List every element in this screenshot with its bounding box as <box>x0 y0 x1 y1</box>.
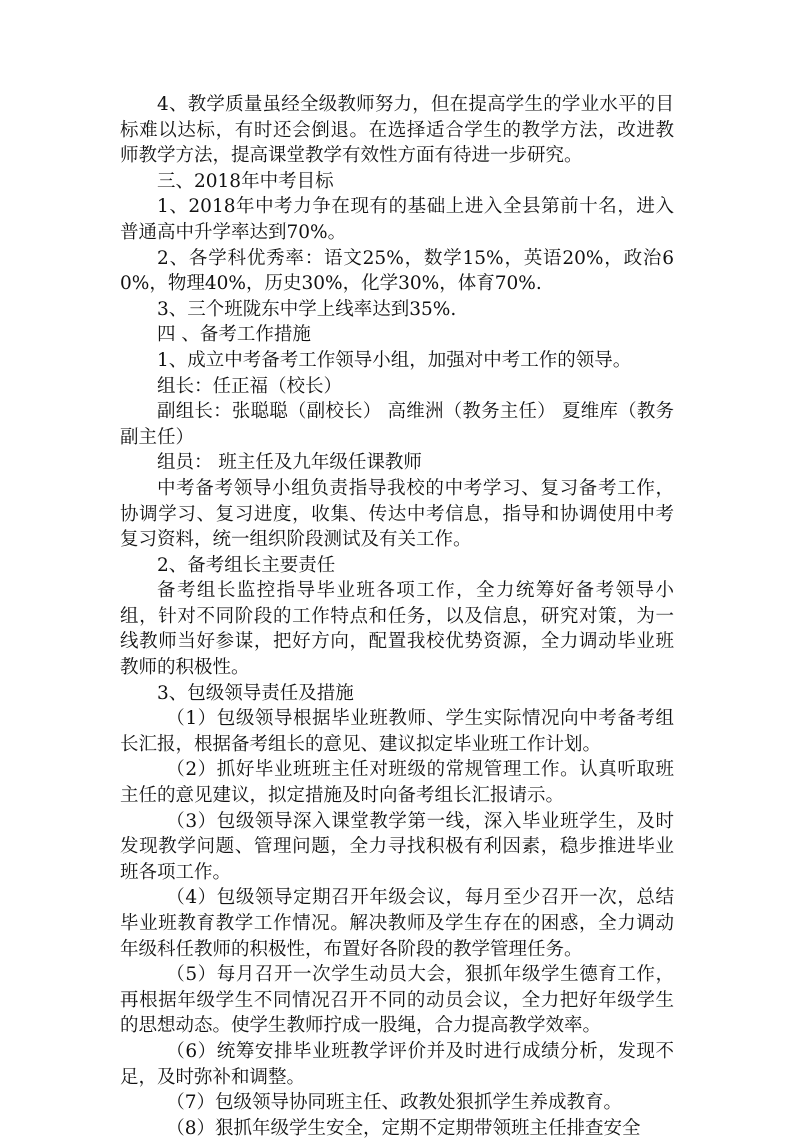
item-5: （5）每月召开一次学生动员大会，狠抓年级学生德育工作，再根据年级学生不同情况召开不同的动员会议，全力把好年级学生的思想动态。使学生教师拧成一股绳，合力提高教学效率。 <box>120 964 674 1037</box>
goal-1-ranking: 1、2018年中考力争在现有的基础上进入全县第前十名，进入普通高中升学率达到70%。 <box>120 196 674 243</box>
measure-1-leadership-group: 1、成立中考备考工作领导小组，加强对中考工作的领导。 <box>157 349 632 371</box>
item-2: （2）抓好毕业班班主任对班级的常规管理工作。认真听取班主任的意见建议，拟定措施及时向备考组长汇报请示。 <box>120 759 674 807</box>
group-leader: 组长：任正福（校长） <box>157 375 343 397</box>
document-page <box>120 92 674 1141</box>
item-1: （1）包级领导根据毕业班教师、学生实际情况向中考备考组长汇报，根据备考组长的意见、建议拟定毕业班工作计划。 <box>120 708 674 755</box>
group-responsibilities: 中考备考领导小组负责指导我校的中考学习、复习备考工作，协调学习、复习进度，收集、传达中考信息，指导和协调使用中考复习资料，统一组织阶段测试及有关工作。 <box>120 477 674 551</box>
heading-section-3-goals: 三、2018年中考目标 <box>157 170 334 192</box>
item-6: （6）统筹安排毕业班教学评价并及时进行成绩分析，发现不足，及时弥补和调整。 <box>120 1040 674 1088</box>
measure-2-heading: 2、备考组长主要责任 <box>157 554 336 576</box>
item-8: （8）狠抓年级学生安全，定期不定期带领班主任排查安全 <box>166 1117 641 1139</box>
paragraph-teaching-quality: 4、教学质量虽经全级教师努力，但在提高学生的学业水平的目标难以达标，有时还会倒退。在选择适合学生的教学方法，改进教师教学方法，提高课堂教学有效性方面有待进一步研究。 <box>120 94 674 167</box>
deputy-group-leaders: 副组长：张聪聪（副校长） 高维洲（教务主任） 夏维库（教务副主任） <box>120 401 674 448</box>
item-4: （4）包级领导定期召开年级会议，每月至少召开一次，总结毕业班教育教学工作情况。解决教师及学生存在的困惑，全力调动年级科任教师的积极性，布置好各阶段的教学管理任务。 <box>120 887 674 960</box>
measure-2-body: 备考组长监控指导毕业班各项工作，全力统筹好备考领导小组，针对不同阶段的工作特点和任务，以及信息，研究对策，为一线教师当好参谋，把好方向，配置我校优势资源，全力调动毕业班教师的积极性。 <box>120 580 674 679</box>
measure-3-heading: 3、包级领导责任及措施 <box>157 682 354 704</box>
heading-section-4-measures: 四 、备考工作措施 <box>157 324 311 346</box>
goal-3-pass-rate: 3、三个班陇东中学上线率达到35%. <box>157 298 457 320</box>
item-7: （7）包级领导协同班主任、政教处狠抓学生养成教育。 <box>166 1092 623 1114</box>
group-members: 组员： 班主任及九年级任课教师 <box>157 452 422 474</box>
item-3: （3）包级领导深入课堂教学第一线，深入毕业班学生，及时发现教学问题、管理问题，全力寻找积极有利因素，稳步推进毕业班各项工作。 <box>120 810 674 883</box>
goal-2-excellence-rates: 2、各学科优秀率：语文25%，数学15%，英语20%，政治60%，物理40%，历史30%，化学30%，体育70%. <box>120 247 674 295</box>
